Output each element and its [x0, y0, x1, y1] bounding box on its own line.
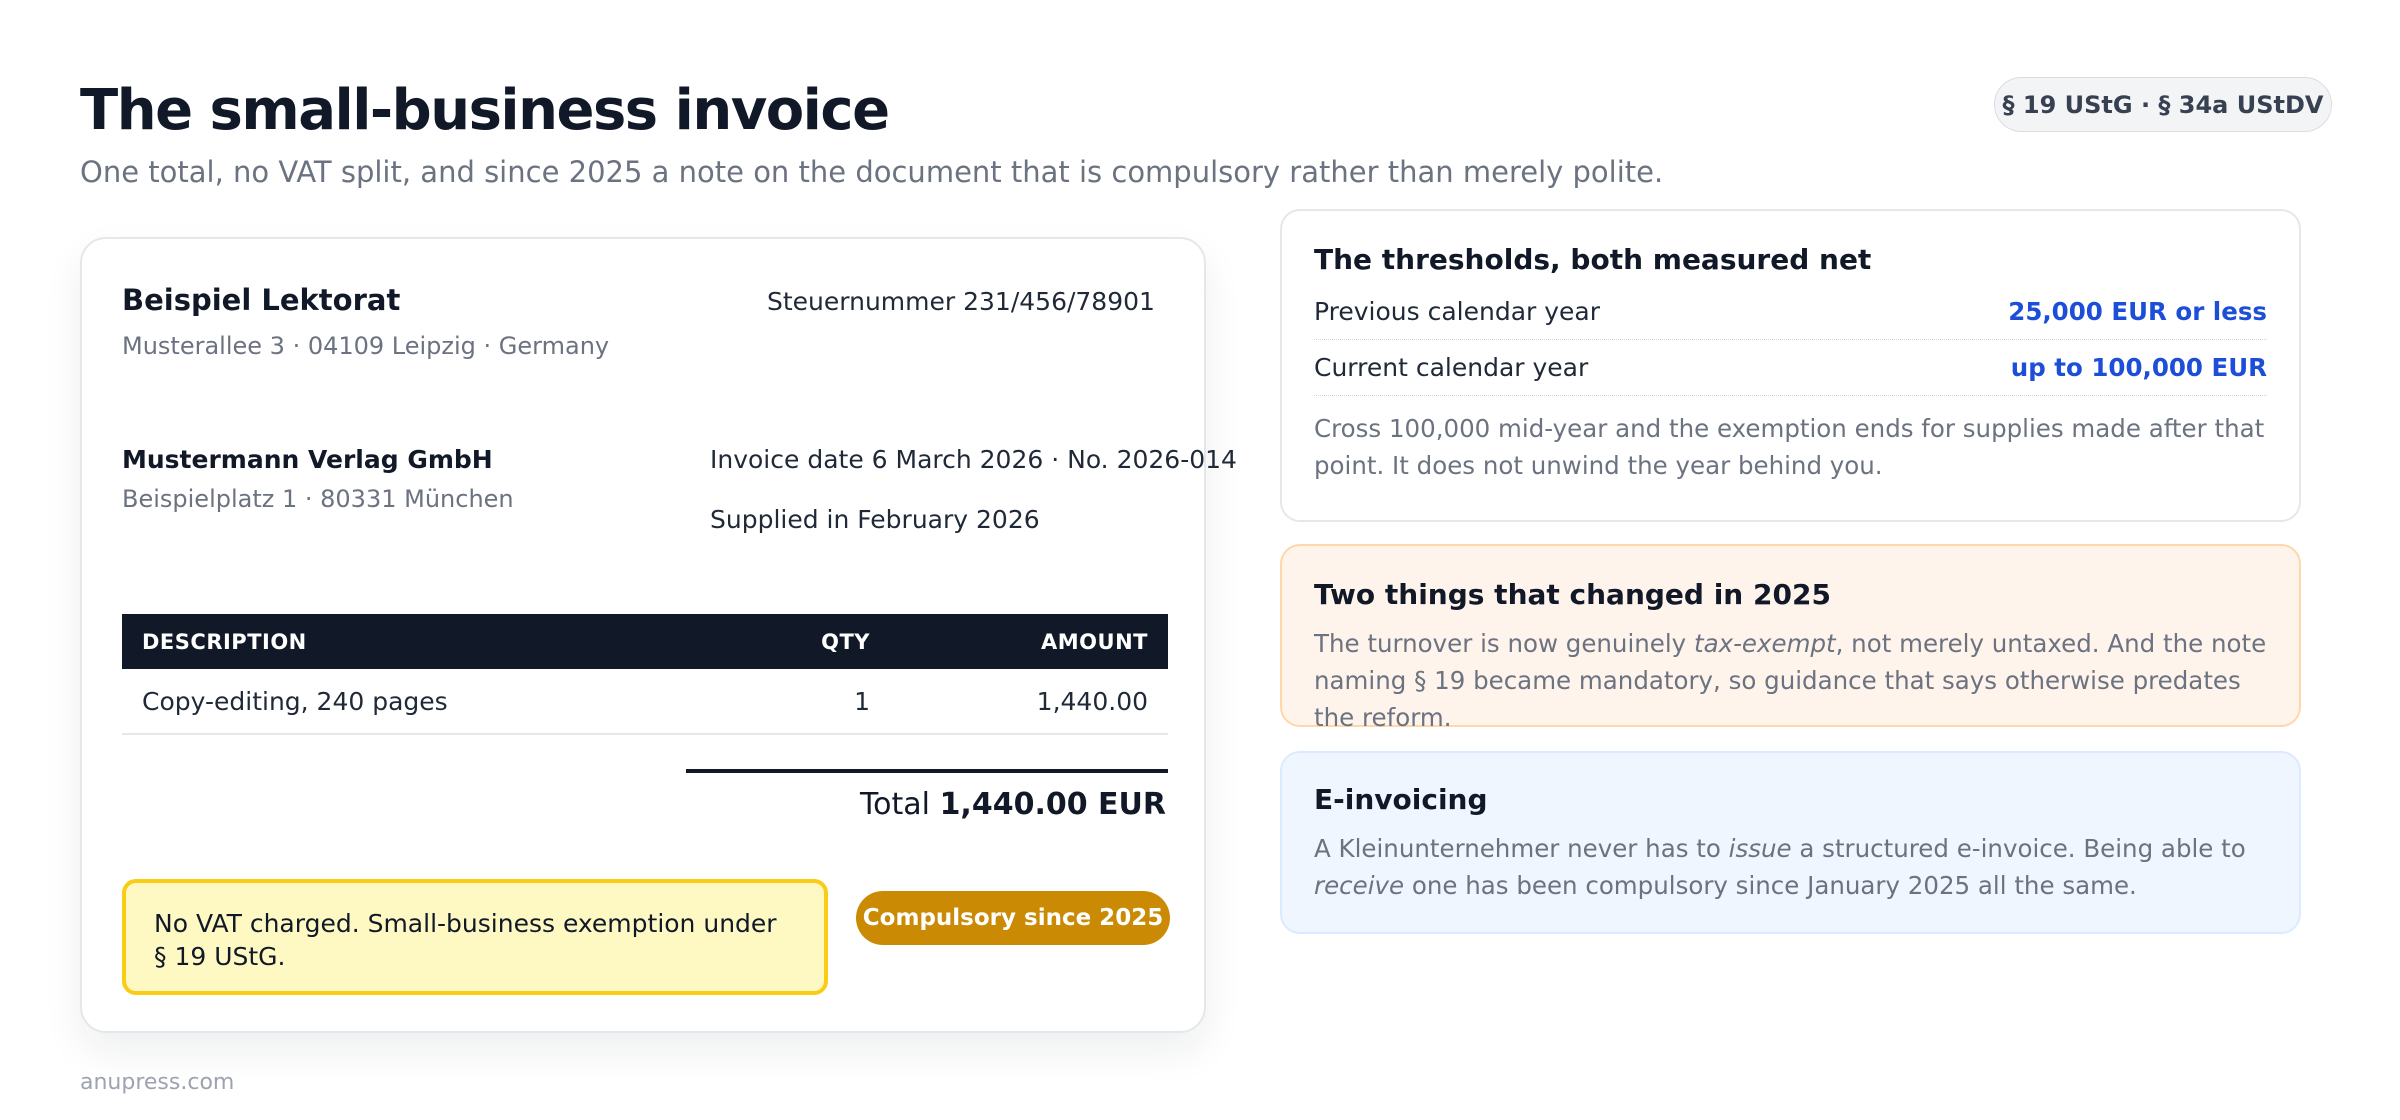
- threshold-label: Previous calendar year: [1314, 297, 1601, 326]
- threshold-row-previous-year: [1314, 284, 2267, 340]
- column-header-amount: AMOUNT: [1041, 629, 1148, 654]
- changes-text-part: The turnover is now genuinely: [1314, 629, 1694, 658]
- invoice-card: [80, 237, 1237, 1033]
- page-subtitle: One total, no VAT split, and since 2025 a note on the document that is compulsory rather than merely polite.: [80, 155, 1664, 189]
- source-footer: anupress.com: [80, 1070, 235, 1095]
- e-invoicing-card: [1280, 751, 2301, 934]
- total-amount: 1,440.00 EUR: [939, 787, 1166, 822]
- total-divider: [686, 769, 1168, 773]
- changes-text: [1314, 625, 2267, 736]
- table-row: [122, 669, 1168, 735]
- e-invoicing-text-part: A Kleinunternehmer never has to: [1314, 834, 1729, 863]
- threshold-row-current-year: [1314, 340, 2267, 396]
- thresholds-title: The thresholds, both measured net: [1314, 243, 1872, 276]
- line-item-qty: 1: [854, 686, 870, 716]
- e-invoicing-emphasis: receive: [1314, 871, 1405, 900]
- invoice-date-number: Invoice date 6 March 2026 · No. 2026-014: [710, 445, 1237, 474]
- page-title: The small-business invoice: [80, 78, 889, 143]
- e-invoicing-title: E-invoicing: [1314, 783, 1488, 816]
- line-item-description: Copy-editing, 240 pages: [142, 686, 448, 716]
- changes-2025-card: [1280, 544, 2301, 732]
- e-invoicing-text: [1314, 830, 2267, 904]
- e-invoicing-text-part: a structured e-invoice. Being able to: [1791, 834, 2246, 863]
- thresholds-note: Cross 100,000 mid-year and the exemption ends for supplies made after that point. It does not unwind the year behind you.: [1314, 414, 2265, 480]
- vat-exemption-note: No VAT charged. Small-business exemption under § 19 UStG.: [122, 879, 828, 995]
- seller-name: Beispiel Lektorat: [122, 283, 401, 317]
- law-reference-badge: § 19 UStG · § 34a UStDV: [1994, 77, 2332, 132]
- changes-text-part: , not merely untaxed. And the note naming § 19 became mandatory, so guidance that says otherwise predates the reform.: [1314, 629, 2267, 732]
- compulsory-badge: Compulsory since 2025: [856, 891, 1170, 945]
- total-label: Total: [859, 787, 940, 822]
- threshold-value: up to 100,000 EUR: [2010, 353, 2267, 382]
- column-header-description: DESCRIPTION: [142, 629, 307, 654]
- threshold-label: Current calendar year: [1314, 353, 1589, 382]
- buyer-name: Mustermann Verlag GmbH: [122, 445, 493, 474]
- e-invoicing-text-part: one has been compulsory since January 2025 all the same.: [1404, 871, 2137, 900]
- column-header-qty: QTY: [821, 629, 870, 654]
- threshold-value: 25,000 EUR or less: [2008, 297, 2267, 326]
- changes-title: Two things that changed in 2025: [1314, 578, 1831, 611]
- supply-period: Supplied in February 2026: [710, 505, 1040, 534]
- invoice-table-header: [122, 614, 1168, 669]
- invoice-total: [860, 787, 1166, 822]
- e-invoicing-emphasis: issue: [1728, 834, 1792, 863]
- line-item-amount: 1,440.00: [1036, 686, 1148, 716]
- seller-address: Musterallee 3 · 04109 Leipzig · Germany: [122, 332, 610, 360]
- tax-number: Steuernummer 231/456/78901: [767, 287, 1155, 316]
- buyer-address: Beispielplatz 1 · 80331 München: [122, 485, 514, 513]
- thresholds-card: [1280, 209, 2301, 522]
- changes-emphasis: tax-exempt: [1693, 629, 1836, 658]
